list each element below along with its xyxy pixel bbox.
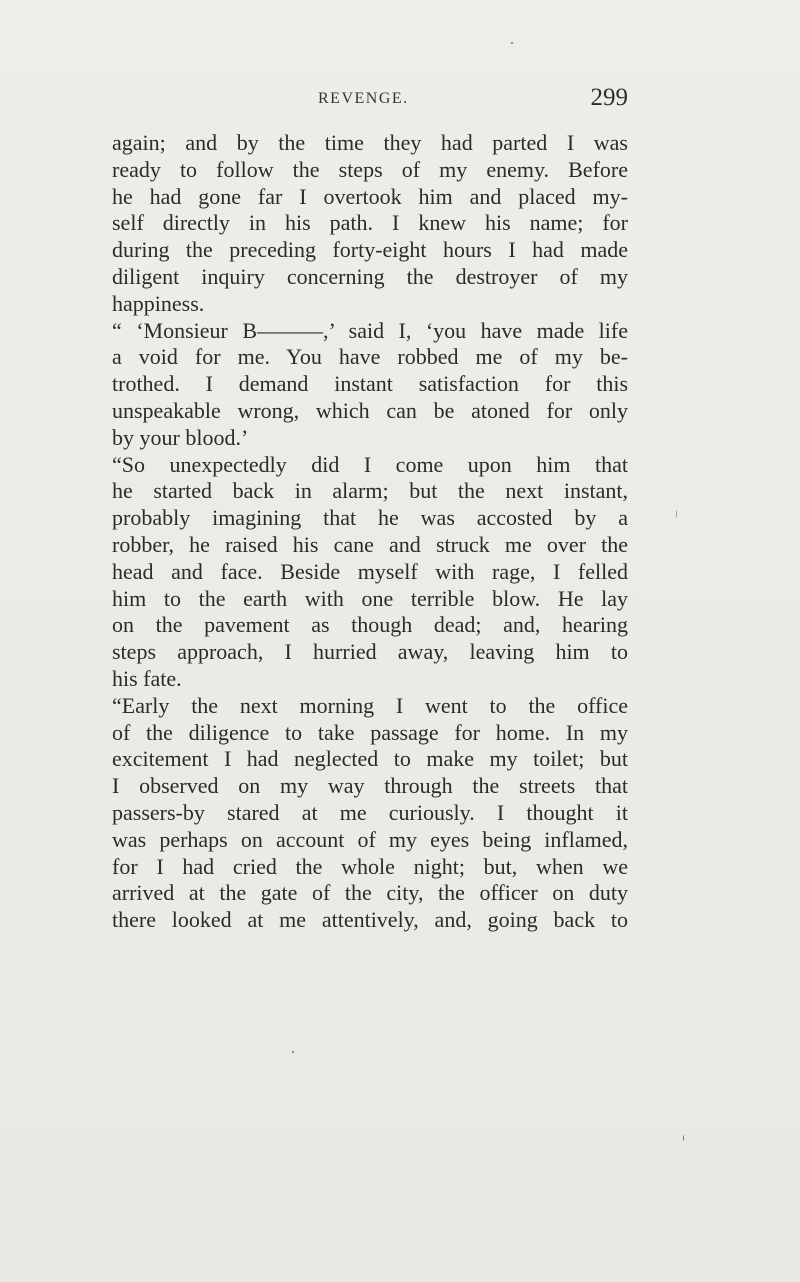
text-line: head and face. Beside myself with rage, I felled — [112, 558, 628, 584]
text-line: during the preceding forty-eight hours I had made — [112, 237, 628, 263]
text-line: by your blood.’ — [112, 424, 249, 450]
text-line: was perhaps on account of my eyes being inflamed, — [112, 826, 628, 852]
text-line: again; and by the time they had parted I was — [112, 130, 628, 155]
text-line: steps approach, I hurried away, leaving him to — [112, 639, 628, 665]
body-text — [112, 130, 628, 934]
text-line: trothed. I demand instant satisfaction for this — [112, 371, 628, 397]
text-line: him to the earth with one terrible blow. He lay — [112, 585, 628, 611]
page-number: 299 — [590, 84, 628, 111]
text-line: unspeakable wrong, which can be atoned for only — [112, 397, 628, 423]
text-line: probably imagining that he was accosted by a — [112, 505, 628, 531]
paper-speck — [676, 510, 677, 518]
text-line: he had gone far I overtook him and placed my- — [112, 183, 628, 209]
text-line: “ ‘Monsieur B———,’ said I, ‘you have made life — [112, 317, 628, 343]
text-line: passers-by stared at me curiously. I thought it — [112, 799, 628, 825]
text-line: ready to follow the steps of my enemy. Before — [112, 156, 628, 182]
text-line: excitement I had neglected to make my toilet; but — [112, 746, 628, 772]
text-line: happiness. — [112, 290, 205, 316]
text-line: a void for me. You have robbed me of my be- — [112, 344, 628, 370]
page-header — [318, 84, 628, 116]
text-line: diligent inquiry concerning the destroyer of my — [112, 263, 628, 289]
paper-speck — [511, 42, 513, 44]
text-line: on the pavement as though dead; and, hearing — [112, 612, 628, 638]
paper-speck — [683, 1135, 684, 1141]
text-line: robber, he raised his cane and struck me over the — [112, 531, 628, 557]
text-line: I observed on my way through the streets that — [112, 773, 628, 799]
text-line: of the diligence to take passage for home. In my — [112, 719, 628, 745]
text-line: “So unexpectedly did I come upon him that — [112, 451, 628, 477]
paper-speck — [292, 1051, 294, 1053]
running-title: REVENGE. — [318, 90, 409, 107]
text-line: his fate. — [112, 665, 182, 691]
text-line: “Early the next morning I went to the office — [112, 692, 628, 718]
text-line: self directly in his path. I knew his name; for — [112, 210, 628, 236]
text-line: there looked at me attentively, and, going back to — [112, 907, 628, 933]
text-line: arrived at the gate of the city, the officer on duty — [112, 880, 628, 906]
text-line: he started back in alarm; but the next instant, — [112, 478, 628, 504]
text-line: for I had cried the whole night; but, when we — [112, 853, 628, 879]
